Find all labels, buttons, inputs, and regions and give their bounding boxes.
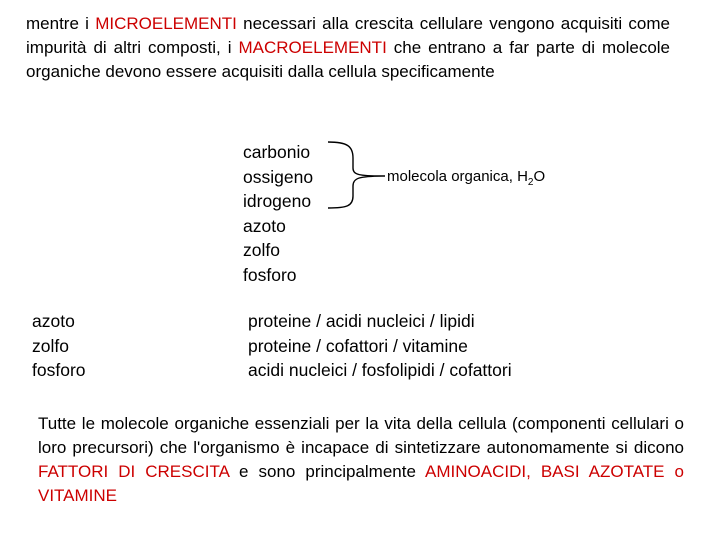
result-text: molecola organica, H	[387, 168, 528, 185]
fattori-crescita-term: FATTORI DI CRESCITA	[38, 462, 229, 481]
brace-bracket	[325, 138, 387, 212]
subset-item: azoto	[32, 311, 75, 331]
usage-item: proteine / acidi nucleici / lipidi	[248, 311, 475, 331]
result-subscript: 2	[527, 177, 534, 188]
usage-item: acidi nucleici / fosfolipidi / cofattori	[248, 360, 512, 381]
element-list	[243, 140, 313, 288]
element-item: azoto	[243, 215, 286, 236]
element-item: fosforo	[243, 264, 297, 285]
closing-text-1: Tutte le molecole organiche essenziali per la vita della cellula (componenti cellulari o loro precursori) che l'organismo è incapace di sintetizzare autonomamente si dicono	[38, 414, 684, 457]
intro-paragraph	[26, 12, 670, 84]
macroelementi-term: MACROELEMENTI	[238, 38, 387, 57]
result-label	[387, 168, 545, 188]
subset-item: fosforo	[32, 360, 86, 381]
subset-item: zolfo	[32, 335, 69, 356]
usage-list	[248, 309, 512, 383]
intro-text-1: mentre i	[26, 14, 96, 33]
element-item: carbonio	[243, 142, 311, 162]
element-item: zolfo	[243, 240, 280, 261]
closing-text-2: e sono principalmente	[229, 462, 426, 481]
element-item: ossigeno	[243, 166, 314, 187]
element-item: idrogeno	[243, 191, 312, 212]
usage-item: proteine / cofattori / vitamine	[248, 335, 468, 356]
intro-text-2: necessari alla crescita cellulare vengono acquisiti come impurità di altri composti, i	[26, 14, 670, 57]
closing-paragraph	[38, 412, 684, 508]
intro-text-3: che entrano a far parte di molecole organiche devono essere acquisiti dalla cellula specificamente	[26, 38, 670, 81]
result-suffix: O	[533, 168, 546, 185]
aminoacidi-term: AMINOACIDI, BASI AZOTATE o VITAMINE	[38, 462, 684, 505]
element-subset-list	[32, 309, 86, 383]
microelementi-term: MICROELEMENTI	[95, 14, 237, 33]
